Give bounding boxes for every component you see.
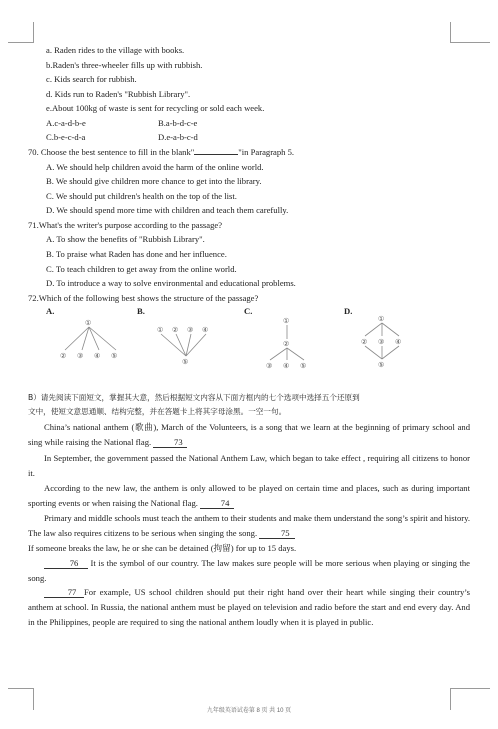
q69-item-d: d. Kids run to Raden's "Rubbish Library". — [46, 89, 191, 99]
node-5: ⑤ — [111, 352, 118, 360]
blank-75: 75 — [259, 528, 295, 539]
p3-text: According to the new law, the anthem is only allowed to be played on certain time and places, such as during important sporting events or when raising the National flag. — [28, 483, 470, 508]
q70-option-c: C. We should put children's health on the top of the list. — [46, 191, 237, 201]
structure-diagram-a — [55, 312, 135, 367]
q70-blank — [194, 154, 238, 155]
p6-text: For example, US school children should put their right hand over their heart while singing their country’s anthem at school. In Russia, the national anthem must be played on television and radio before the start and end every day. And in the Philippines, people are required to sing the national anthem loudly when it is played in public. — [28, 587, 470, 627]
node-2: ② — [60, 352, 67, 360]
crop-mark-bottom-left-h — [8, 688, 33, 689]
crop-mark-top-left-h — [8, 42, 33, 43]
q69-choice-d: D.e-a-b-c-d — [158, 132, 198, 142]
node-1: ① — [157, 326, 164, 334]
q69-choice-a: A.c-a-d-b-e — [46, 118, 86, 128]
node-3: ③ — [266, 362, 273, 370]
q69-item-a: a. Raden rides to the village with books. — [46, 45, 185, 55]
node-5: ⑤ — [300, 362, 307, 370]
node-4: ④ — [395, 338, 402, 346]
q71-option-c: C. To teach children to get away from the online world. — [46, 264, 237, 274]
q69-choice-b: B.a-b-d-c-e — [158, 118, 198, 128]
structure-diagram-c — [258, 312, 328, 372]
passage-paragraph-3 — [28, 481, 470, 511]
section-b-instruction-1: B）请先阅读下面短文，掌握其大意，然后根据短文内容从下面方框内的七个选项中选择五个还原到 — [28, 393, 360, 402]
q70-stem-before: 70. Choose the best sentence to fill in the blank" — [28, 147, 195, 157]
blank-73: 73 — [153, 437, 187, 448]
p4-text: Primary and middle schools must teach the anthem to their students and make them understand the song’s spirit and history. The law also requires citizens to be serious when singing the song. — [28, 513, 470, 538]
node-3: ③ — [77, 352, 84, 360]
page-footer: 九年级英语试卷第 8 页 共 10 页 — [206, 708, 292, 714]
p1-text: China’s national anthem (歌曲), March of the Volunteers, is a song that we learn at the beginning of primary school and sing while raising the National flag. — [28, 422, 470, 447]
node-2: ② — [172, 326, 179, 334]
node-4: ④ — [94, 352, 101, 360]
passage-paragraph-4b: If someone breaks the law, he or she can be detained (拘留) for up to 15 days. — [28, 543, 297, 553]
section-b-instruction-2: 文中，使短文意思通顺、结构完整，并在答题卡上将其字母涂黑。一空一句。 — [28, 407, 287, 416]
q72-label-d: D. — [344, 306, 353, 316]
structure-diagram-d — [355, 310, 425, 372]
q71-option-a: A. To show the benefits of "Rubbish Library". — [46, 234, 205, 244]
p5-text: It is the symbol of our country. The law makes sure people will be more serious when playing or singing the song. — [28, 558, 470, 583]
node-4: ④ — [283, 362, 290, 370]
blank-76: 76 — [44, 558, 88, 569]
node-1: ① — [85, 319, 92, 327]
passage-paragraph-4 — [28, 511, 470, 541]
q72-stem: 72.Which of the following best shows the structure of the passage? — [28, 293, 259, 303]
q72-label-a: A. — [46, 306, 55, 316]
node-3: ③ — [378, 338, 385, 346]
q71-option-b: B. To praise what Raden has done and her influence. — [46, 249, 227, 259]
q71-stem: 71.What's the writer's purpose according to the passage? — [28, 220, 223, 230]
passage-paragraph-2: In September, the government passed the National Anthem Law, which began to take effect , requiring all citizens to honor it. — [28, 453, 470, 478]
q70-option-a: A. We should help children avoid the harm of the online world. — [46, 162, 264, 172]
node-2: ② — [283, 340, 290, 348]
q70-stem-after: "in Paragraph 5. — [238, 147, 295, 157]
q70-option-b: B. We should give children more chance to get into the library. — [46, 176, 262, 186]
structure-diagram-b — [155, 318, 235, 373]
crop-mark-top-right-v — [450, 22, 451, 43]
q69-choice-c: C.b-e-c-d-a — [46, 132, 86, 142]
q72-label-c: C. — [244, 306, 253, 316]
node-4: ④ — [202, 326, 209, 334]
node-5: ⑤ — [182, 358, 189, 366]
node-5: ⑤ — [378, 361, 385, 369]
blank-77: 77 — [44, 587, 84, 598]
node-3: ③ — [187, 326, 194, 334]
q69-item-e: e.About 100kg of waste is sent for recycling or sold each week. — [46, 103, 265, 113]
q69-item-b: b.Raden's three-wheeler fills up with rubbish. — [46, 60, 203, 70]
crop-mark-top-right-h — [450, 42, 490, 43]
q69-item-c: c. Kids search for rubbish. — [46, 74, 137, 84]
node-1: ① — [378, 315, 385, 323]
crop-mark-top-left-v — [33, 22, 34, 43]
crop-mark-bottom-right-h — [450, 688, 490, 689]
passage-paragraph-6 — [28, 585, 470, 630]
node-1: ① — [283, 317, 290, 325]
q70-stem — [28, 146, 294, 158]
q70-option-d: D. We should spend more time with children and teach them carefully. — [46, 205, 289, 215]
blank-74: 74 — [200, 498, 234, 509]
passage-paragraph-1 — [28, 420, 470, 450]
node-2: ② — [361, 338, 368, 346]
passage-paragraph-5 — [28, 556, 470, 586]
q71-option-d: D. To introduce a way to solve environmental and educational problems. — [46, 278, 296, 288]
q72-label-b: B. — [137, 306, 145, 316]
